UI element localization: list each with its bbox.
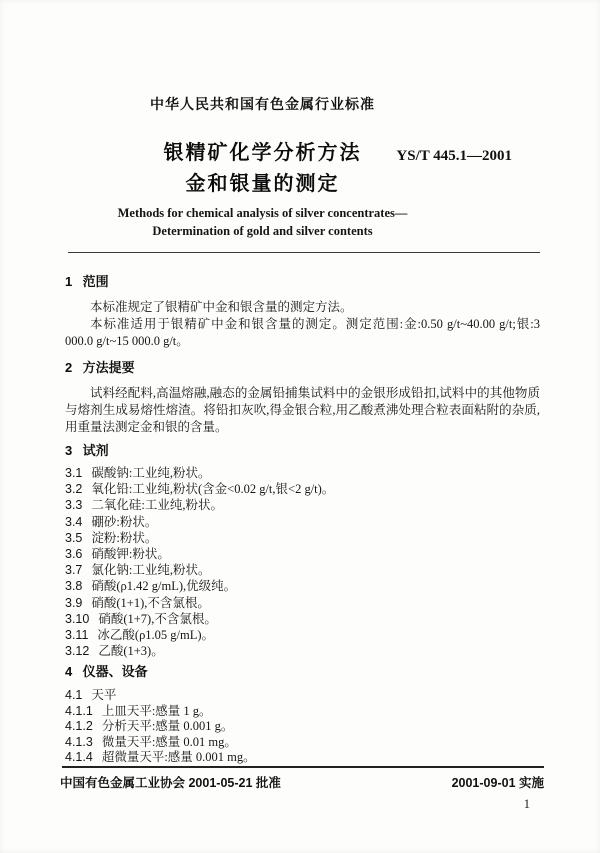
page-footer bbox=[60, 766, 544, 812]
clause-3-1 bbox=[65, 465, 540, 481]
clause-4-1-4-number: 4.1.4 bbox=[65, 750, 93, 765]
clause-4-1-2-number: 4.1.2 bbox=[65, 719, 93, 734]
clause-3-8-text: 硝酸(ρ1.42 g/mL),优级纯。 bbox=[91, 579, 237, 594]
clause-4-1-4-text: 超微量天平:感量 0.001 mg。 bbox=[101, 750, 256, 765]
section-1-number: 1 bbox=[65, 274, 73, 289]
clause-3-1-number: 3.1 bbox=[65, 466, 83, 480]
section-1-body bbox=[65, 299, 540, 350]
clause-3-11 bbox=[65, 627, 540, 643]
clause-3-6-text: 硝酸钾:粉状。 bbox=[91, 547, 170, 562]
clause-3-7 bbox=[65, 562, 540, 578]
clause-4-1-text: 天平 bbox=[91, 688, 117, 703]
title-en-line2: Determination of gold and silver contents bbox=[152, 223, 373, 238]
clause-3-11-number: 3.11 bbox=[65, 628, 89, 643]
clause-3-12-text: 乙酸(1+3)。 bbox=[98, 644, 164, 659]
clause-4-1-2-text: 分析天平:感量 0.001 g。 bbox=[101, 719, 234, 734]
approval-statement: 中国有色金属工业协会 2001-05-21 批准 bbox=[60, 776, 281, 790]
section-2-heading bbox=[65, 361, 540, 375]
apparatus-list bbox=[65, 688, 540, 766]
clause-3-7-text: 氯化钠:工业纯,粉状。 bbox=[91, 563, 211, 578]
reagent-list bbox=[65, 465, 540, 659]
document-title-en bbox=[65, 205, 460, 240]
clause-4-1-1-text: 上皿天平:感量 1 g。 bbox=[101, 703, 212, 718]
clause-3-12 bbox=[65, 643, 540, 659]
clause-3-8 bbox=[65, 578, 540, 594]
footer-approval-row bbox=[60, 773, 544, 791]
scope-paragraph-1: 本标准规定了银精矿中金和银含量的测定方法。 bbox=[90, 300, 353, 314]
section-3-title: 试剂 bbox=[82, 443, 109, 458]
clause-3-3-number: 3.3 bbox=[65, 498, 83, 513]
clause-3-11-text: 冰乙酸(ρ1.05 g/mL)。 bbox=[97, 628, 215, 643]
clause-3-10 bbox=[65, 611, 540, 627]
clause-3-6-number: 3.6 bbox=[65, 547, 83, 562]
clause-4-1-1-number: 4.1.1 bbox=[65, 703, 93, 718]
clause-3-6 bbox=[65, 546, 540, 562]
clause-4-1 bbox=[65, 688, 540, 704]
clause-3-5-text: 淀粉:粉状。 bbox=[91, 530, 158, 545]
clause-4-1-3-number: 4.1.3 bbox=[65, 734, 93, 749]
clause-4-1-1 bbox=[65, 704, 540, 720]
clause-4-1-3-text: 微量天平:感量 0.01 mg。 bbox=[101, 734, 237, 749]
section-2-title: 方法提要 bbox=[82, 360, 135, 375]
clause-3-3-text: 二氧化硅:工业纯,粉状。 bbox=[91, 498, 223, 513]
clause-3-5-number: 3.5 bbox=[65, 530, 83, 545]
section-4-heading bbox=[65, 665, 540, 679]
clause-3-1-text: 碳酸钠:工业纯,粉状。 bbox=[91, 466, 211, 480]
clause-3-3 bbox=[65, 497, 540, 513]
scope-paragraph-2: 本标准适用于银精矿中金和银含量的测定。测定范围:金:0.50 g/t~40.00 g/t;银:3 000.0 g/t~15 000.0 g/t。 bbox=[65, 317, 540, 348]
standard-number: YS/T 445.1—2001 bbox=[396, 148, 512, 164]
standard-category-line: 中华人民共和国有色金属行业标准 bbox=[150, 96, 375, 112]
clause-3-4 bbox=[65, 514, 540, 530]
section-3-heading bbox=[65, 444, 540, 458]
clause-3-8-number: 3.8 bbox=[65, 579, 83, 594]
title-cn-line2: 金和银量的测定 bbox=[185, 173, 340, 195]
title-en-line1: Methods for chemical analysis of silver concentrates— bbox=[117, 206, 408, 220]
clause-3-9 bbox=[65, 595, 540, 611]
clause-3-12-number: 3.12 bbox=[65, 644, 90, 659]
clause-4-1-4 bbox=[65, 750, 540, 766]
section-2-body bbox=[65, 385, 540, 436]
clause-3-2-text: 氧化铅:工业纯,粉状(含金<0.02 g/t,银<2 g/t)。 bbox=[91, 482, 335, 497]
clause-4-1-2 bbox=[65, 719, 540, 735]
clause-3-2 bbox=[65, 481, 540, 497]
header-divider-rule bbox=[68, 252, 540, 253]
title-cn-line1: 银精矿化学分析方法 bbox=[163, 142, 362, 164]
section-4-number: 4 bbox=[65, 664, 73, 680]
section-1-title: 范围 bbox=[82, 274, 109, 289]
section-3-number: 3 bbox=[65, 443, 73, 458]
clause-3-4-text: 硼砂:粉状。 bbox=[91, 514, 158, 529]
clause-3-5 bbox=[65, 530, 540, 546]
section-4-title: 仪器、设备 bbox=[82, 664, 148, 680]
clause-3-4-number: 3.4 bbox=[65, 514, 83, 529]
implementation-statement: 2001-09-01 实施 bbox=[451, 776, 544, 790]
clause-3-2-number: 3.2 bbox=[65, 482, 83, 497]
clause-3-9-number: 3.9 bbox=[65, 595, 83, 610]
clause-3-10-text: 硝酸(1+7),不含氯根。 bbox=[98, 611, 217, 626]
footer-divider-rule bbox=[62, 766, 544, 768]
section-1-heading bbox=[65, 275, 540, 289]
section-2-number: 2 bbox=[65, 360, 73, 375]
clause-3-7-number: 3.7 bbox=[65, 563, 83, 578]
clause-3-10-number: 3.10 bbox=[65, 611, 90, 626]
page-number: 1 bbox=[523, 797, 530, 811]
method-summary-paragraph: 试料经配料,高温熔融,融态的金属铅捕集试料中的金银形成铅扣,试料中的其他物质与熔剂生成易熔性熔渣。将铅扣灰吹,得金银合粒,用乙酸煮沸处理合粒表面粘附的杂质,用重量法测定金和银的含量。 bbox=[65, 386, 540, 434]
clause-4-1-number: 4.1 bbox=[65, 688, 83, 703]
clause-3-9-text: 硝酸(1+1),不含氯根。 bbox=[91, 595, 210, 610]
clause-4-1-3 bbox=[65, 735, 540, 751]
